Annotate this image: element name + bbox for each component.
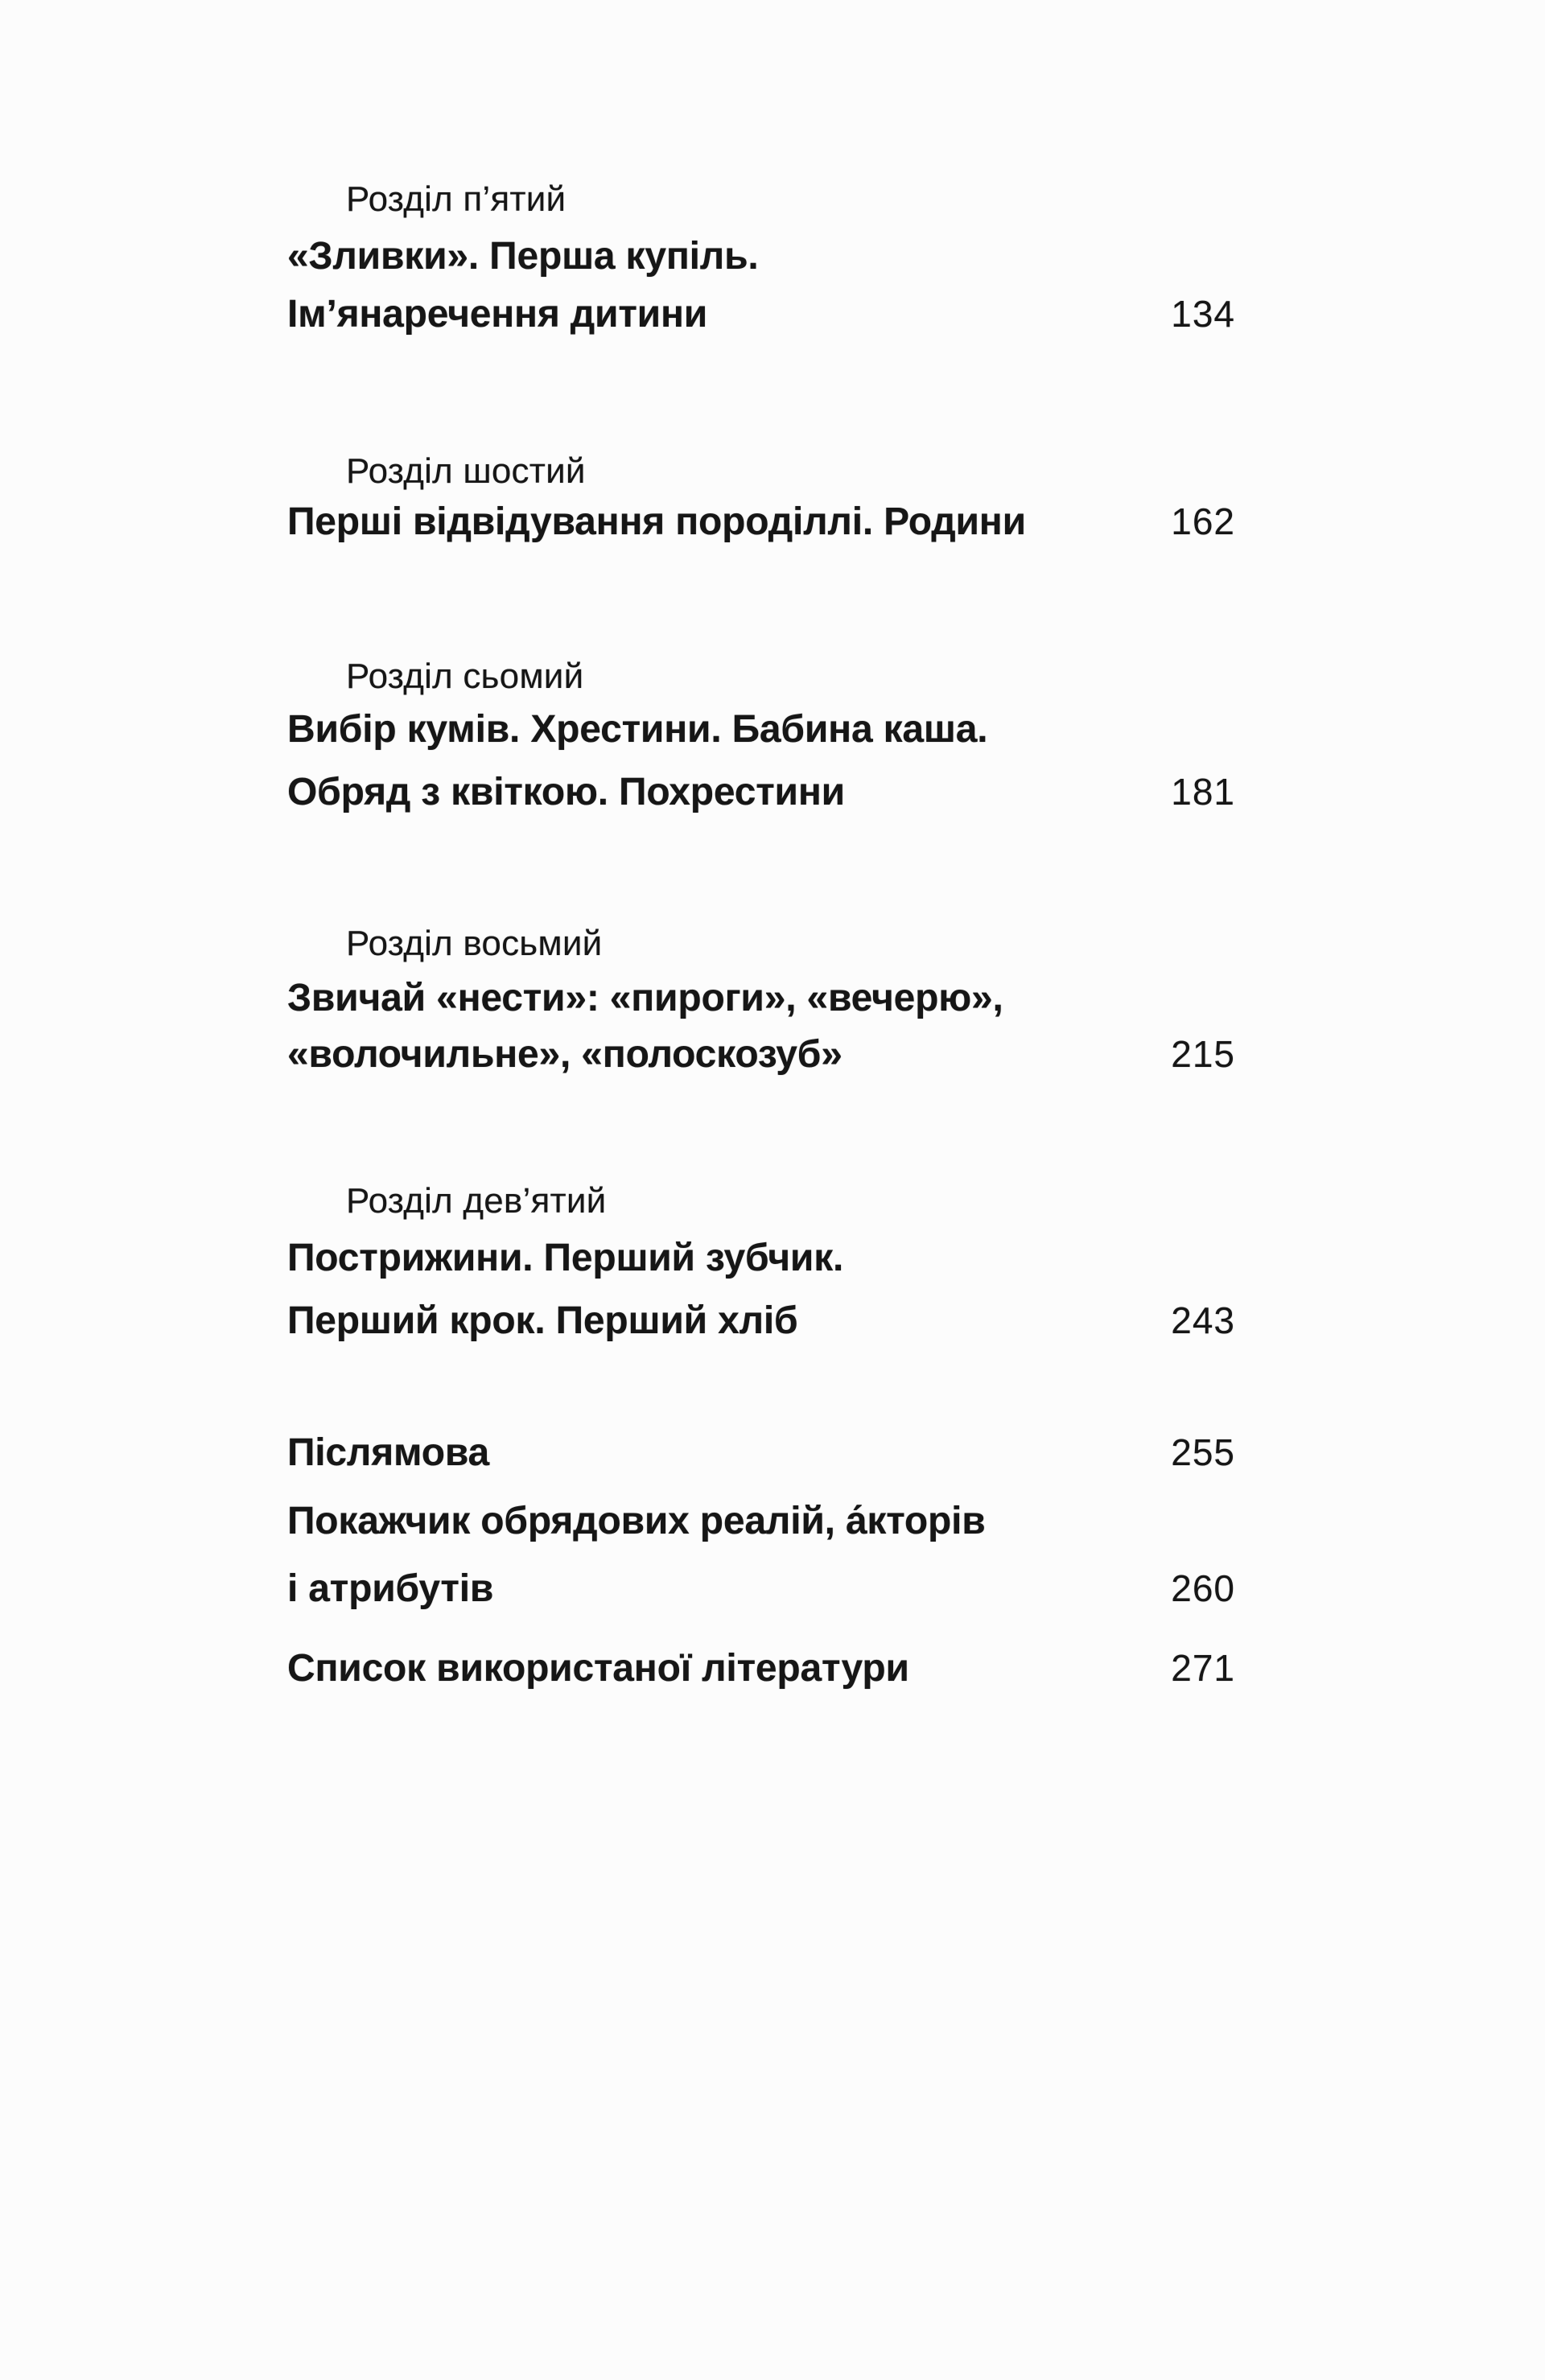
toc-title-text: «Зливки». Перша купіль. bbox=[287, 235, 759, 278]
toc-line bbox=[287, 976, 1235, 1020]
toc-title-text: «волочильне», «полоскозуб» bbox=[287, 1033, 843, 1076]
toc-title-text: і атрибутів bbox=[287, 1567, 494, 1610]
toc-title-text: Список використаної літератури bbox=[287, 1647, 909, 1690]
chapter-header bbox=[346, 451, 1235, 492]
chapter-header-text: Розділ восьмий bbox=[346, 924, 603, 963]
page-number: 271 bbox=[1171, 1647, 1235, 1689]
toc-title-text: Обряд з квіткою. Похрестини bbox=[287, 771, 845, 813]
chapter-header bbox=[346, 1181, 1235, 1221]
toc-title-text: Вибір кумів. Хрестини. Бабина каша. bbox=[287, 708, 988, 751]
chapter-header-text: Розділ дев’ятий bbox=[346, 1181, 607, 1221]
toc-line bbox=[287, 292, 1235, 336]
toc-line bbox=[287, 1299, 1235, 1343]
toc-line bbox=[287, 770, 1235, 814]
toc-title-text: Покажчик обрядових реалій, а́кторів bbox=[287, 1500, 986, 1542]
toc-line bbox=[287, 500, 1235, 544]
chapter-header bbox=[346, 179, 1235, 220]
chapter-header-text: Розділ п’ятий bbox=[346, 179, 566, 219]
toc-title-text: Звичай «нести»: «пироги», «вечерю», bbox=[287, 977, 1003, 1019]
toc-line bbox=[287, 1236, 1235, 1280]
toc-line bbox=[287, 707, 1235, 751]
toc-title-text: Пострижини. Перший зубчик. bbox=[287, 1237, 844, 1279]
chapter-header bbox=[346, 657, 1235, 697]
toc-line bbox=[287, 1646, 1235, 1690]
toc-line bbox=[287, 234, 1235, 278]
page-number: 134 bbox=[1171, 293, 1235, 335]
page-number: 260 bbox=[1171, 1567, 1235, 1609]
toc-line bbox=[287, 1499, 1235, 1543]
chapter-header bbox=[346, 924, 1235, 964]
toc-line bbox=[287, 1032, 1235, 1077]
toc-line bbox=[287, 1567, 1235, 1611]
page-number: 181 bbox=[1171, 771, 1235, 813]
page-number: 243 bbox=[1171, 1299, 1235, 1341]
page-number: 215 bbox=[1171, 1033, 1235, 1075]
toc-title-text: Перший крок. Перший хліб bbox=[287, 1299, 798, 1342]
chapter-header-text: Розділ сьомий bbox=[346, 657, 584, 696]
toc-title-text: Перші відвідування породіллі. Родини bbox=[287, 500, 1026, 543]
page-number: 255 bbox=[1171, 1431, 1235, 1473]
toc-title-text: Ім’янаречення дитини bbox=[287, 293, 708, 336]
toc-title-text: Післямова bbox=[287, 1431, 489, 1474]
toc-line bbox=[287, 1431, 1235, 1475]
page-number: 162 bbox=[1171, 500, 1235, 542]
chapter-header-text: Розділ шостий bbox=[346, 451, 586, 491]
